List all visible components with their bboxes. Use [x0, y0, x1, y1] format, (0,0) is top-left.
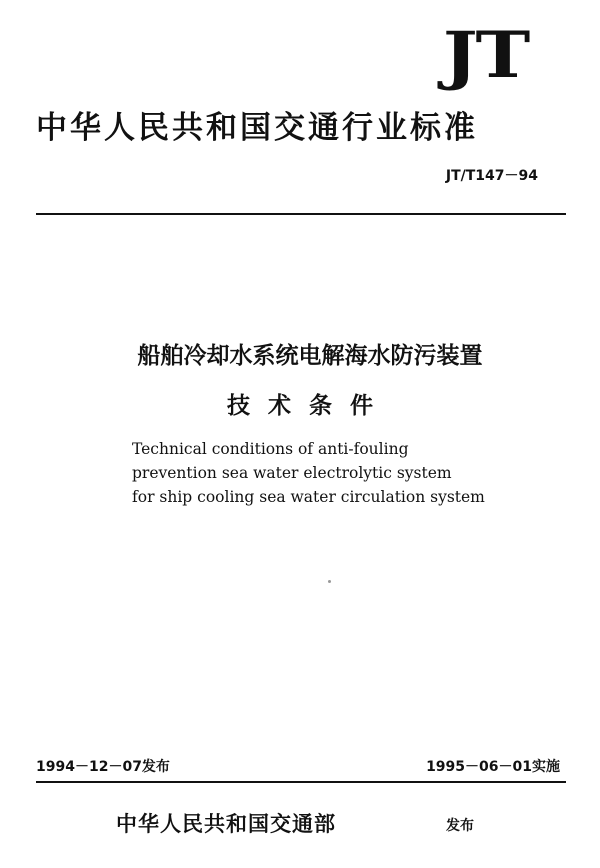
effective-date: 1995－06－01实施	[426, 759, 560, 775]
publisher-suffix: 发布	[446, 818, 474, 834]
header-divider	[36, 213, 566, 215]
issue-date: 1994－12－07发布	[36, 759, 170, 775]
document-title-cn-line1: 船舶冷却水系统电解海水防污装置	[137, 343, 483, 369]
jt-logo: JT	[443, 18, 528, 93]
document-title-en-line2: prevention sea water electrolytic system	[132, 464, 452, 482]
standard-category-title: 中华人民共和国交通行业标准	[36, 110, 478, 146]
document-title-en-line1: Technical conditions of anti-fouling	[132, 440, 409, 458]
document-title-en-line3: for ship cooling sea water circulation system	[132, 488, 485, 506]
publisher-name: 中华人民共和国交通部	[116, 812, 336, 836]
footer-divider	[36, 781, 566, 783]
document-title-cn-line2: 技术条件	[227, 393, 391, 419]
scan-speck	[328, 580, 331, 583]
document-title-en	[132, 437, 485, 509]
standard-number: JT/T147－94	[445, 168, 538, 184]
